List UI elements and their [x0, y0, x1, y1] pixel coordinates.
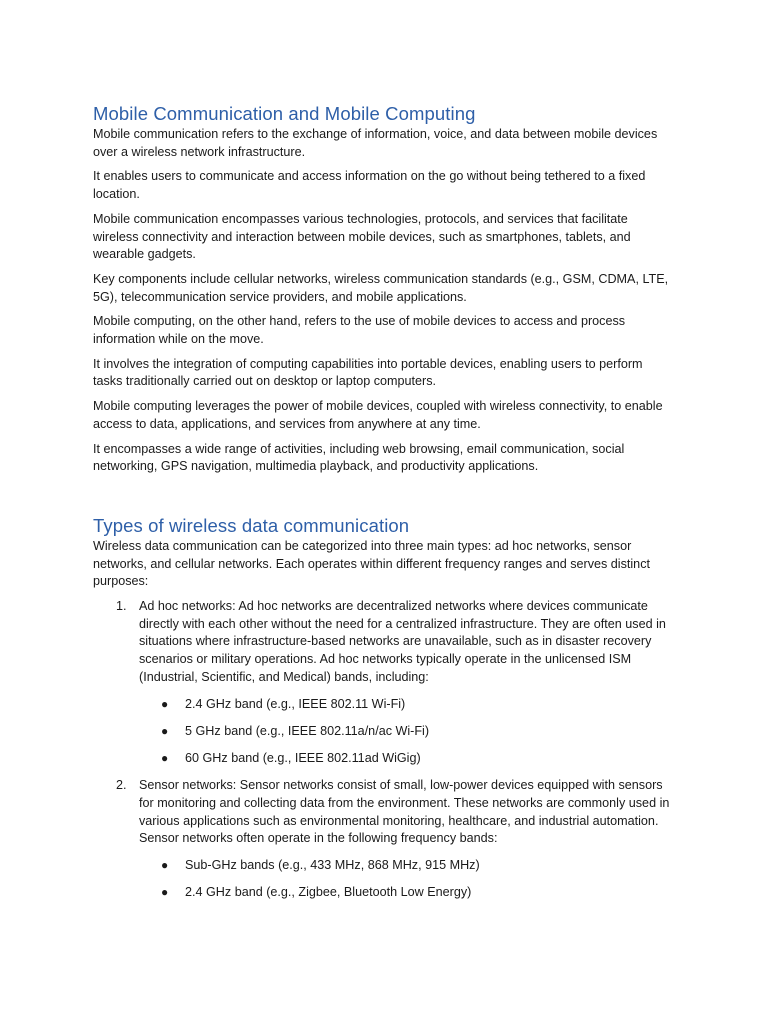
paragraph: Key components include cellular networks, wireless communication standards (e.g., GSM, CDMA, LTE, 5G), telecommunication service providers, and mobile applications.: [93, 271, 669, 304]
bullet-item: [139, 750, 673, 768]
bullet-icon: ●: [161, 750, 169, 765]
list-item-number: 2.: [116, 778, 127, 793]
frequency-band-list: [139, 696, 673, 768]
section-heading-mobile-communication: Mobile Communication and Mobile Computing: [93, 103, 476, 124]
wireless-types-list: [93, 598, 673, 902]
paragraph: Mobile computing leverages the power of mobile devices, coupled with wireless connectivity, to enable access to data, applications, and services from anywhere at any time.: [93, 399, 663, 431]
paragraph: Mobile communication encompasses various technologies, protocols, and services that facilitate wireless connectivity and interaction between mobile devices, such as smartphones, tablets, and wearable gadgets.: [93, 211, 631, 262]
bullet-item: [139, 857, 673, 875]
paragraph: It involves the integration of computing capabilities into portable devices, enabling users to perform tasks traditionally carried out on desktop or laptop computers.: [93, 356, 643, 389]
list-item-text: Sensor networks: Sensor networks consist of small, low-power devices equipped with sensors for monitoring and collecting data from the environment. These networks are commonly used in various applications such as environmental monitoring, healthcare, and industrial automation. Sensor networks often operate in the following frequency bands:: [139, 778, 670, 846]
bullet-icon: ●: [161, 696, 169, 711]
bullet-item: [139, 884, 673, 902]
section-intro-paragraph: Wireless data communication can be categorized into three main types: ad hoc networks, sensor networks, and cellular networks. Each operates within different frequency ranges and serves distinct purposes:: [93, 538, 650, 589]
bullet-item: [139, 723, 673, 741]
bullet-icon: ●: [161, 858, 169, 872]
bullet-text: 5 GHz band (e.g., IEEE 802.11a/n/ac Wi-Fi): [185, 723, 430, 738]
bullet-icon: ●: [161, 723, 169, 738]
paragraph: It encompasses a wide range of activities, including web browsing, email communication, social networking, GPS navigation, multimedia playback, and productivity applications.: [93, 441, 625, 474]
bullet-item: [139, 696, 673, 714]
bullet-icon: ●: [161, 885, 169, 900]
bullet-text: Sub-GHz bands (e.g., 433 MHz, 868 MHz, 915 MHz): [185, 858, 480, 872]
paragraph: It enables users to communicate and access information on the go without being tethered to a fixed location.: [93, 169, 646, 202]
paragraph: Mobile computing, on the other hand, refers to the use of mobile devices to access and process information while on the move.: [93, 314, 626, 347]
bullet-text: 2.4 GHz band (e.g., IEEE 802.11 Wi-Fi): [185, 696, 406, 711]
paragraph: Mobile communication refers to the exchange of information, voice, and data between mobile devices over a wireless network infrastructure.: [93, 127, 658, 159]
section-mobile-communication-body: [93, 126, 673, 476]
bullet-text: 2.4 GHz band (e.g., Zigbee, Bluetooth Low Energy): [185, 885, 472, 900]
list-item: [93, 598, 673, 768]
list-item-text: Ad hoc networks: Ad hoc networks are decentralized networks where devices communicate directly with each other without the need for a centralized infrastructure. They are often used in situations where infrastructure-based networks are unavailable, such as in disaster recovery scenarios or military operations. Ad hoc networks typically operate in the unlicensed ISM (Industrial, Scientific, and Medical) bands, including:: [139, 599, 666, 684]
bullet-text: 60 GHz band (e.g., IEEE 802.11ad WiGig): [185, 750, 421, 765]
frequency-band-list: [139, 857, 673, 902]
section-heading-wireless-types: Types of wireless data communication: [93, 514, 410, 536]
document-body: [93, 102, 673, 911]
list-item-number: 1.: [116, 599, 127, 614]
list-item: [93, 777, 673, 902]
